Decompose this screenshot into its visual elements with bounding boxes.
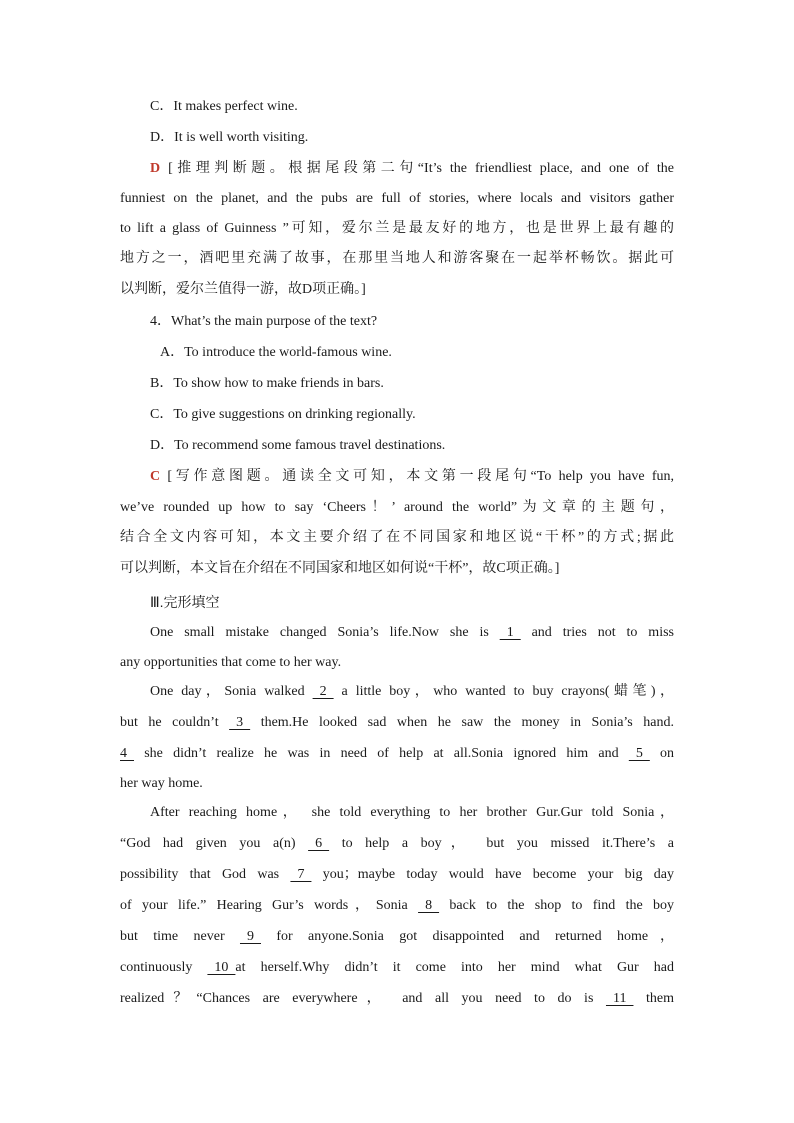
q3-answer-line-1 [150, 158, 674, 180]
cloze-text: and tries not to miss [531, 625, 674, 640]
cloze-text: them.He looked sad when he saw the money in Sonia’s hand. [260, 715, 674, 730]
cloze-text: them [646, 991, 674, 1006]
cloze-text: back to the shop to find the boy [449, 898, 674, 913]
blank-7[interactable]: 7 [290, 867, 312, 882]
cloze-p1-line-2: any opportunities that come to her way. [120, 655, 342, 670]
q4-answer-line-3: 结合全文内容可知，本文主要介绍了在不同国家和地区说“干杯”的方式;据此 [120, 530, 674, 545]
blank-10[interactable]: 10 [207, 960, 236, 975]
blank-2[interactable]: 2 [312, 684, 334, 699]
cloze-p3-line-3 [120, 864, 674, 886]
blank-9[interactable]: 9 [239, 929, 261, 944]
cloze-p2-line-3 [120, 743, 674, 765]
cloze-text: at herself.Why didn’t it come into her mind what Gur had [235, 960, 674, 975]
q3-option-c: C．It makes perfect wine. [150, 99, 298, 114]
blank-11[interactable]: 11 [605, 991, 634, 1006]
cloze-p2-line-2 [120, 712, 674, 734]
q4-question: 4．What’s the main purpose of the text? [150, 314, 378, 329]
blank-6[interactable]: 6 [308, 836, 330, 851]
q4-answer-line-1 [150, 466, 674, 488]
q4-option-a: A．To introduce the world-famous wine. [160, 345, 392, 360]
cloze-text: “God had given you a(n) [120, 836, 296, 851]
cloze-p2-line-4: her way home. [120, 776, 203, 791]
cloze-text: she didn’t realize he was in need of help at all.Sonia ignored him and [144, 746, 619, 761]
blank-3[interactable]: 3 [229, 715, 251, 730]
q4-option-c: C．To give suggestions on drinking regionally. [150, 407, 416, 422]
blank-8[interactable]: 8 [418, 898, 440, 913]
cloze-text: you；maybe today would have become your big day [322, 867, 674, 882]
cloze-p3-line-7 [120, 988, 674, 1010]
q3-answer-line-2: funniest on the planet, and the pubs are full of stories, where locals and visitors gather [120, 191, 674, 206]
cloze-p3-line-2 [120, 833, 674, 855]
cloze-text: but time never [120, 929, 225, 944]
blank-5[interactable]: 5 [628, 746, 650, 761]
cloze-p2-line-1 [150, 681, 674, 703]
cloze-text: but he couldn’t [120, 715, 219, 730]
cloze-p3-line-1: After reaching home， she told everything to her brother Gur.Gur told Sonia， [150, 805, 674, 820]
q4-answer-line-4: 可以判断，本文旨在介绍在不同国家和地区如何说“干杯”，故C项正确。] [120, 561, 560, 576]
q3-answer-line-4: 地方之一，酒吧里充满了故事，在那里当地人和游客聚在一起举杯畅饮。据此可 [120, 251, 674, 266]
blank-1[interactable]: 1 [499, 625, 521, 640]
q3-answer-line-3: to lift a glass of Guinness ”可知，爱尔兰是最友好的地方，也是世界上最有趣的 [120, 221, 674, 236]
q3-answer-letter: D [150, 161, 161, 176]
q3-option-d: D．It is well worth visiting. [150, 130, 309, 145]
q4-answer-line-2: we’ve rounded up how to say ‘Cheers！’ around the world”为文章的主题句， [120, 500, 674, 515]
cloze-text: on [660, 746, 674, 761]
cloze-text: continuously [120, 960, 193, 975]
cloze-text: a little boy，who wanted to buy crayons(蜡笔)， [341, 684, 674, 699]
cloze-text: realized？“Chances are everywhere， and all you need to do is [120, 991, 594, 1006]
cloze-text: One day，Sonia walked [150, 684, 305, 699]
q4-answer-text-1: [写作意图题。通读全文可知，本文第一段尾句“To help you have fun, [167, 469, 674, 484]
section-heading-cloze: Ⅲ.完形填空 [150, 594, 220, 610]
blank-4[interactable]: 4 [120, 746, 134, 761]
cloze-text: possibility that God was [120, 867, 280, 882]
cloze-p3-line-4 [120, 895, 674, 917]
cloze-p3-line-5 [120, 926, 674, 948]
q4-option-b: B．To show how to make friends in bars. [150, 376, 384, 391]
q3-answer-text-1: [推理判断题。根据尾段第二句“It’s the friendliest place, and one of the [168, 161, 674, 176]
cloze-text: One small mistake changed Sonia’s life.Now she is [150, 625, 489, 640]
cloze-text: of your life.” Hearing Gur’s words，Sonia [120, 898, 408, 913]
cloze-text: for anyone.Sonia got disappointed and returned home， [276, 929, 674, 944]
q4-option-d: D．To recommend some famous travel destinations. [150, 438, 446, 453]
cloze-text: to help a boy， but you missed it.There’s a [341, 836, 674, 851]
q3-answer-line-5: 以判断，爱尔兰值得一游，故D项正确。] [120, 282, 366, 297]
cloze-p1-line-1 [150, 622, 674, 644]
q4-answer-letter: C [150, 469, 161, 484]
cloze-p3-line-6 [120, 957, 674, 979]
